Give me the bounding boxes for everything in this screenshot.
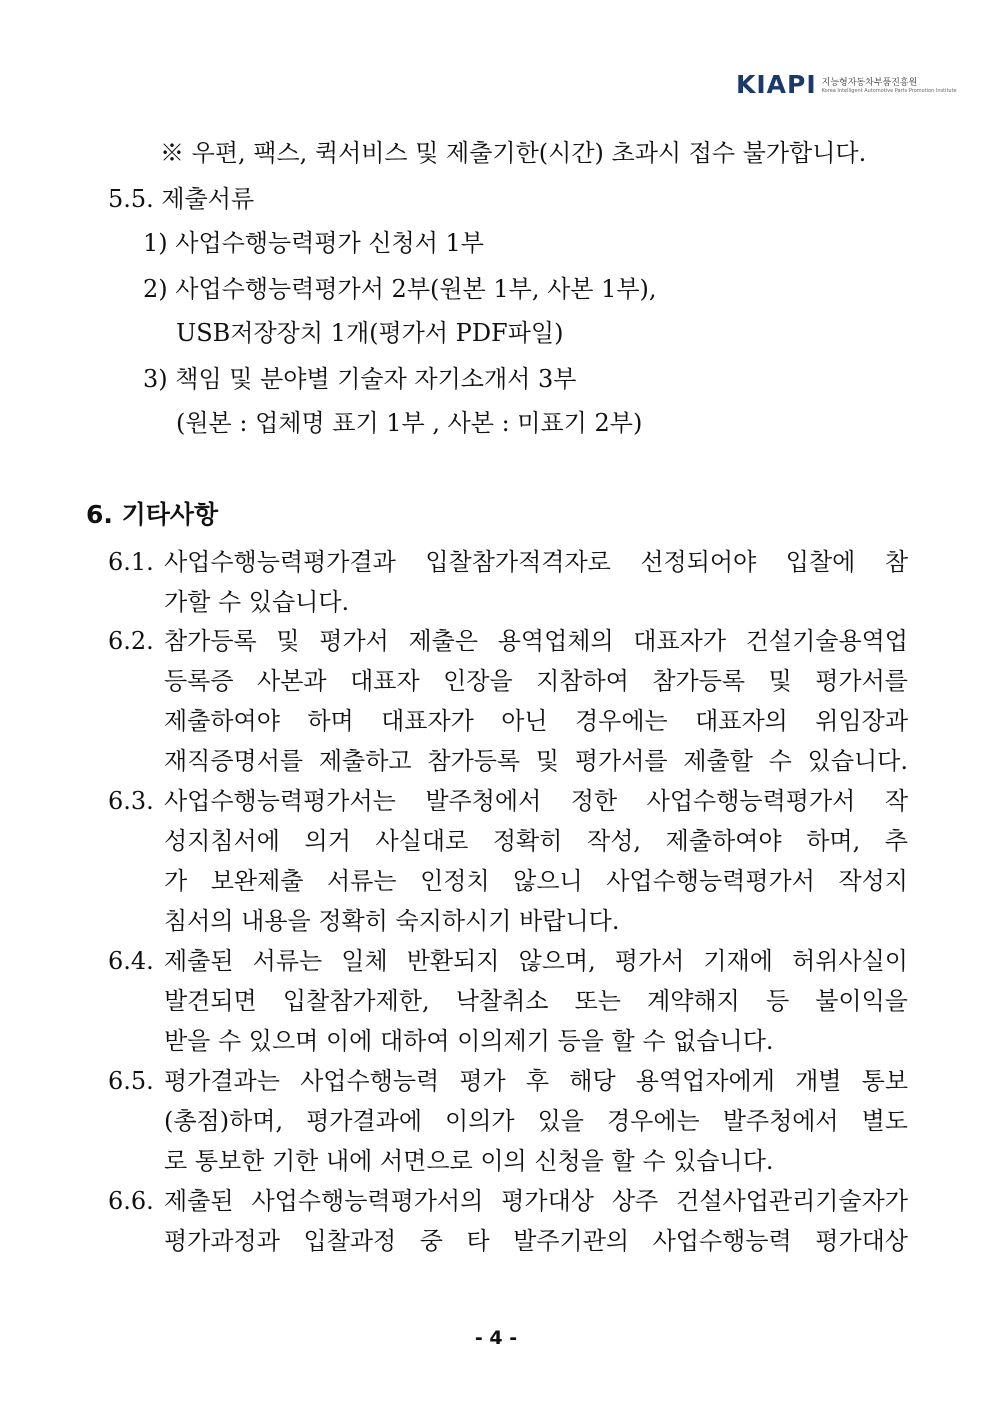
page-number: - 4 -	[474, 1327, 518, 1349]
logo-org-en: Korea Intelligent Automotive Parts Promotion Institute	[821, 88, 957, 94]
item-6-6-number: 6.6.	[108, 1187, 154, 1215]
item-6-2-line-1: 참가등록 및 평가서 제출은 용역업체의 대표자가 건설기술용역업	[164, 627, 908, 655]
item-6-3-number: 6.3.	[108, 787, 154, 815]
logo-mark: KIAPI	[736, 70, 817, 99]
doc-item-2: 2) 사업수행능력평가서 2부(원본 1부, 사본 1부),	[143, 275, 657, 303]
item-6-6-line-2: 평가과정과 입찰과정 중 타 발주기관의 사업수행능력 평가대상	[164, 1227, 908, 1255]
logo-text	[822, 75, 957, 94]
item-6-4-line-1: 제출된 서류는 일체 반환되지 않으며, 평가서 기재에 허위사실이	[164, 947, 908, 975]
section-6-title: 6. 기타사항	[86, 500, 219, 529]
item-6-3-line-1: 사업수행능력평가서는 발주청에서 정한 사업수행능력평가서 작	[164, 787, 908, 815]
item-6-3-line-2: 성지침서에 의거 사실대로 정확히 작성, 제출하여야 하며, 추	[164, 827, 908, 855]
logo-org-ko: 지능형자동차부품진흥원	[821, 78, 918, 88]
item-6-3-line-4: 침서의 내용을 정확히 숙지하시기 바랍니다.	[164, 907, 620, 935]
doc-item-1: 1) 사업수행능력평가 신청서 1부	[143, 229, 484, 257]
item-6-5-line-1: 평가결과는 사업수행능력 평가 후 해당 용역업자에게 개별 통보	[164, 1067, 908, 1095]
section-5-5-title: 5.5. 제출서류	[108, 185, 255, 213]
submission-notice: ※ 우편, 팩스, 퀵서비스 및 제출기한(시간) 초과시 접수 불가합니다.	[160, 139, 867, 167]
item-6-1-line-1: 사업수행능력평가결과 입찰참가적격자로 선정되어야 입찰에 참	[164, 548, 908, 576]
doc-item-2-cont: USB저장장치 1개(평가서 PDF파일)	[176, 319, 564, 347]
item-6-6-line-1: 제출된 사업수행능력평가서의 평가대상 상주 건설사업관리기술자가	[164, 1187, 908, 1215]
item-6-2-line-2: 등록증 사본과 대표자 인장을 지참하여 참가등록 및 평가서를	[164, 667, 908, 695]
item-6-4-line-3: 받을 수 있으며 이에 대하여 이의제기 등을 할 수 없습니다.	[164, 1027, 774, 1055]
item-6-2-line-3: 제출하여야 하며 대표자가 아닌 경우에는 대표자의 위임장과	[164, 707, 908, 735]
item-6-2-number: 6.2.	[108, 627, 154, 655]
doc-item-3-cont: (원본 : 업체명 표기 1부 , 사본 : 미표기 2부)	[176, 409, 643, 437]
item-6-1-line-2: 가할 수 있습니다.	[164, 588, 350, 616]
doc-item-3: 3) 책임 및 분야별 기술자 자기소개서 3부	[143, 365, 577, 393]
item-6-3-line-3: 가 보완제출 서류는 인정치 않으니 사업수행능력평가서 작성지	[164, 867, 908, 895]
item-6-4-line-2: 발견되면 입찰참가제한, 낙찰취소 또는 계약해지 등 불이익을	[164, 987, 908, 1015]
item-6-5-line-2: (총점)하며, 평가결과에 이의가 있을 경우에는 발주청에서 별도	[164, 1107, 908, 1135]
item-6-4-number: 6.4.	[108, 947, 154, 975]
item-6-2-line-4: 재직증명서를 제출하고 참가등록 및 평가서를 제출할 수 있습니다.	[164, 747, 908, 775]
item-6-5-number: 6.5.	[108, 1067, 154, 1095]
kiapi-logo	[736, 70, 957, 99]
item-6-1-number: 6.1.	[108, 548, 154, 576]
item-6-5-line-3: 로 통보한 기한 내에 서면으로 이의 신청을 할 수 있습니다.	[164, 1147, 774, 1175]
